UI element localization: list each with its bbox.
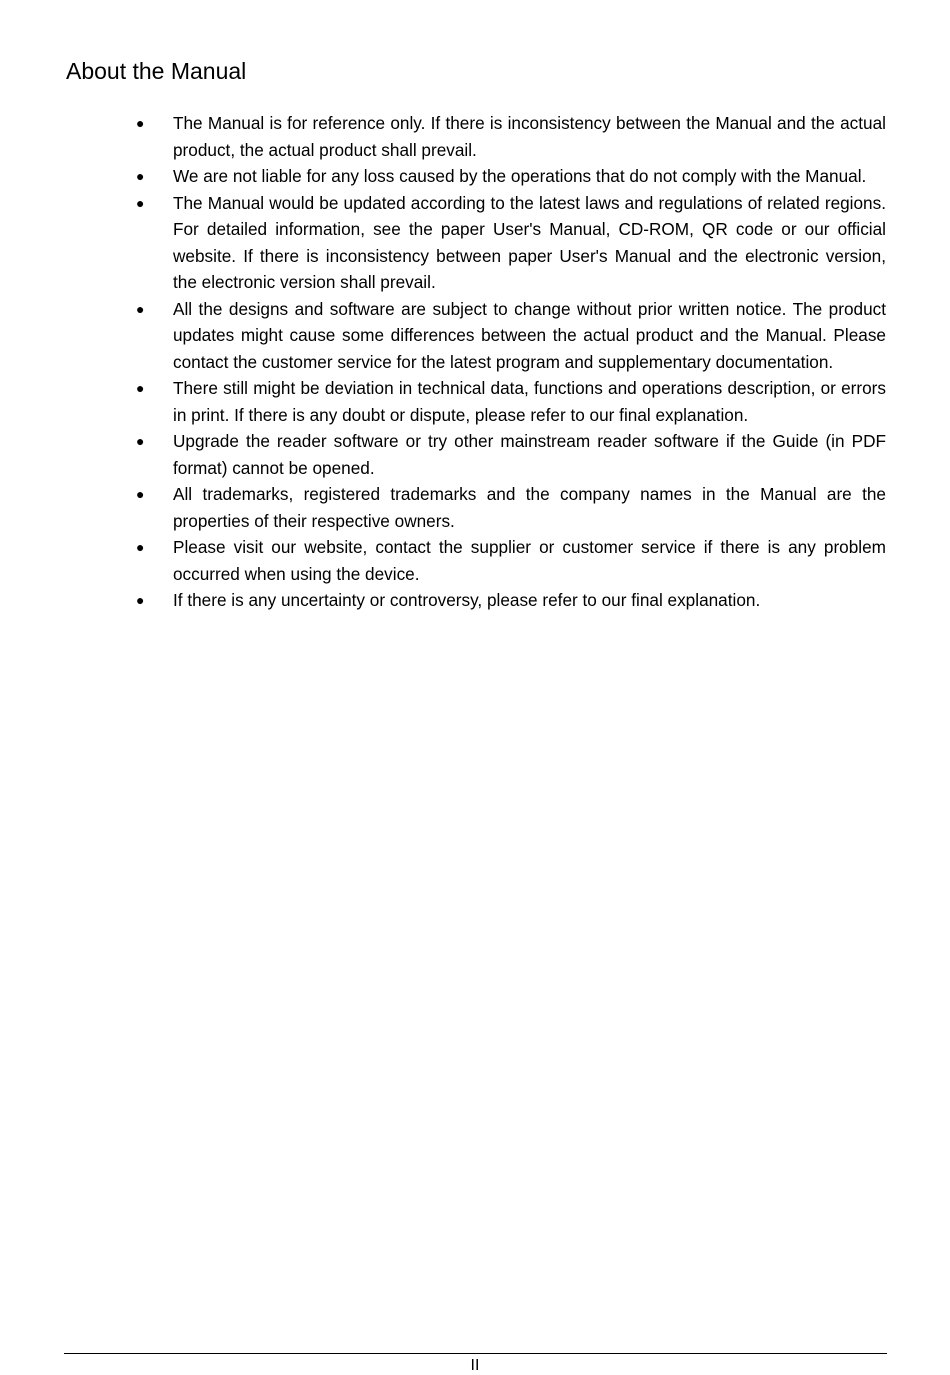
list-item-text: We are not liable for any loss caused by the operations that do not comply with the Manual. (173, 166, 867, 186)
list-item-text: The Manual is for reference only. If there is inconsistency between the Manual and the actual product, the actual product shall prevail. (173, 113, 886, 160)
list-item (134, 190, 886, 296)
list-item (134, 481, 886, 534)
bullet-icon: ● (136, 380, 145, 396)
bullet-list (134, 110, 886, 614)
list-item (134, 428, 886, 481)
list-item-text: Please visit our website, contact the supplier or customer service if there is any problem occurred when using the device. (173, 537, 886, 584)
list-item (134, 163, 886, 190)
bullet-icon: ● (136, 300, 145, 317)
bullet-icon: ● (136, 433, 145, 449)
list-item (134, 375, 886, 428)
list-item-text: All the designs and software are subject to change without prior written notice. The product updates might cause some differences between the actual product and the Manual. Please contact the customer service for the latest program and supplementary documentation. (173, 298, 886, 372)
bullet-icon: ● (136, 168, 145, 184)
bullet-icon: ● (136, 539, 145, 555)
bullet-icon: ● (136, 486, 145, 502)
list-item-text: Upgrade the reader software or try other mainstream reader software if the Guide (in PDF format) cannot be opened. (173, 431, 886, 478)
section-heading: About the Manual (66, 58, 247, 84)
page-number: II (470, 1357, 480, 1374)
footer-divider (64, 1353, 887, 1354)
bullet-icon: ● (136, 194, 145, 211)
list-item (134, 110, 886, 163)
list-item-text: All trademarks, registered trademarks and the company names in the Manual are the properties of their respective owners. (173, 484, 886, 531)
bullet-icon: ● (136, 592, 145, 608)
bullet-icon: ● (136, 115, 145, 131)
list-item-text: If there is any uncertainty or controversy, please refer to our final explanation. (173, 590, 761, 610)
list-item (134, 587, 886, 614)
list-item-text: There still might be deviation in technical data, functions and operations description, or errors in print. If there is any doubt or dispute, please refer to our final explanation. (173, 378, 886, 425)
list-item (134, 534, 886, 587)
list-item (134, 296, 886, 376)
list-item-text: The Manual would be updated according to the latest laws and regulations of related regions. For detailed information, see the paper User's Manual, CD-ROM, QR code or our official website. If there is inconsistency between paper User's Manual and the electronic version, the electronic version shall prevail. (173, 192, 886, 292)
